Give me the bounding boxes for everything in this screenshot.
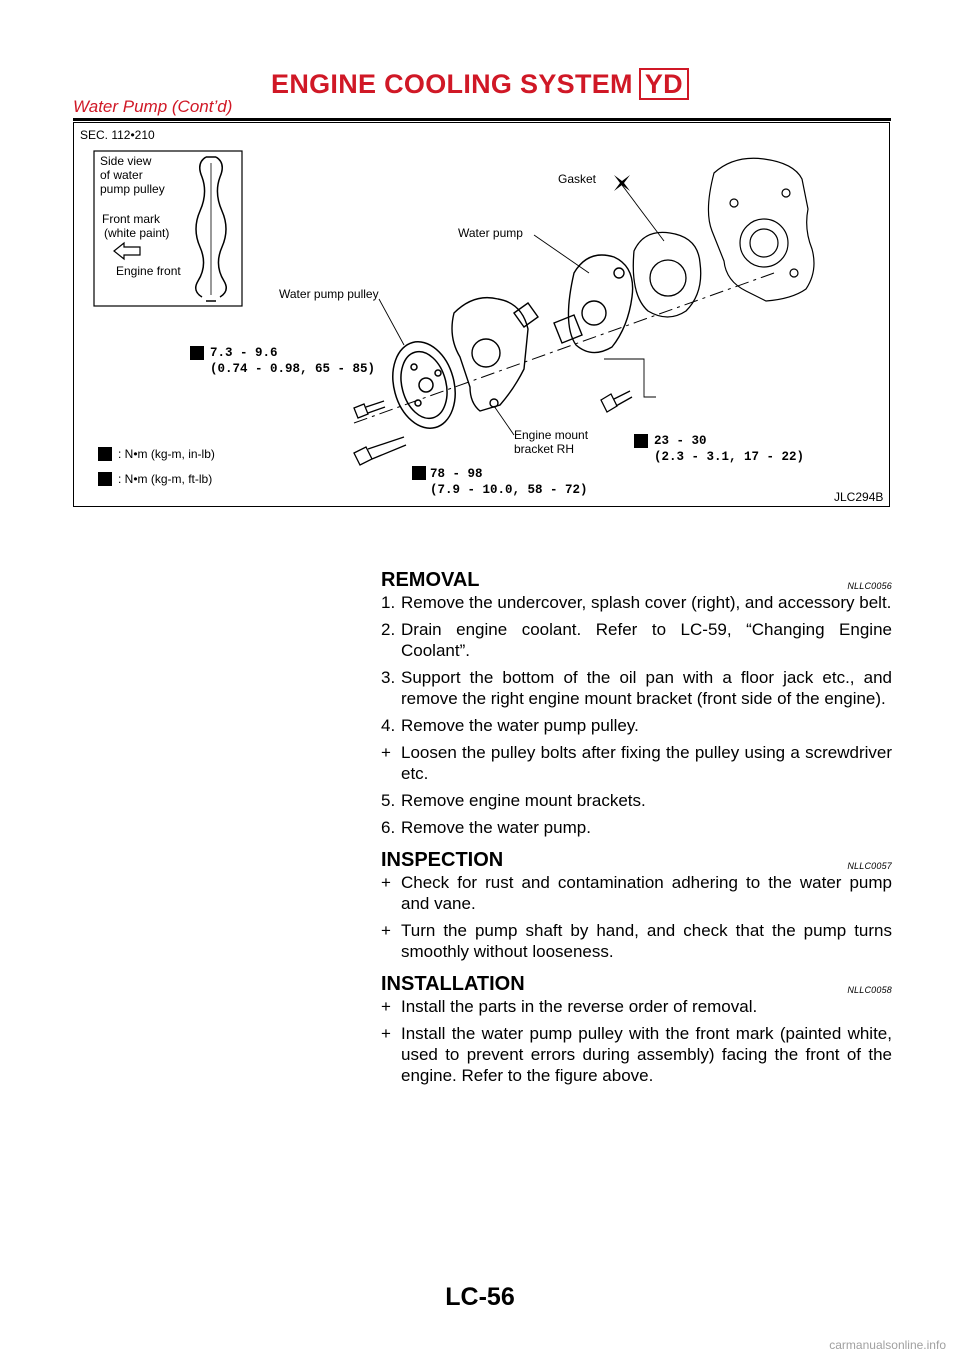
- page-header-title: [0, 68, 960, 100]
- inset-label-1: Side view: [100, 154, 152, 168]
- front-mark-label-2: (white paint): [104, 226, 170, 240]
- inset-label-3: pump pulley: [100, 182, 165, 196]
- legend-inlb-icon: [98, 447, 112, 461]
- item-text: Install the parts in the reverse order of removal.: [401, 997, 758, 1016]
- item-marker: 6.: [381, 818, 396, 837]
- section-installation: [381, 972, 892, 1086]
- bracket-short-bolt-icon: [601, 391, 632, 412]
- torque-2-value: 23 - 30: [654, 434, 707, 448]
- section-heading-text: REMOVAL: [381, 569, 480, 591]
- water-pump-pulley-icon: [384, 335, 465, 436]
- list-item: [381, 742, 892, 784]
- item-text: Drain engine coolant. Refer to LC-59, “Changing Engine Coolant”.: [401, 620, 892, 660]
- torque-ftlb-icon-2: [412, 466, 426, 480]
- exploded-view-drawing: [74, 123, 890, 507]
- list-item: [381, 1023, 892, 1086]
- item-text: Loosen the pulley bolts after fixing the pulley using a screwdriver etc.: [401, 743, 892, 783]
- bracket-long-bolt-icon: [354, 437, 406, 465]
- torque-1-converted: (0.74 - 0.98, 65 - 85): [210, 362, 376, 376]
- engine-block-icon: [708, 158, 814, 301]
- item-marker: 2.: [381, 620, 396, 639]
- header-divider: [73, 118, 891, 121]
- sec-number: SEC. 112•210: [80, 128, 155, 142]
- torque-1-value: 7.3 - 9.6: [210, 346, 278, 360]
- legend-ftlb: : N•m (kg-m, ft-lb): [118, 472, 213, 486]
- gasket-callout: Gasket: [558, 172, 597, 186]
- item-marker: +: [381, 921, 391, 940]
- item-marker: +: [381, 743, 391, 762]
- list-item: [381, 619, 892, 661]
- pulley-side-view-icon: [196, 157, 227, 301]
- item-marker: 3.: [381, 668, 396, 687]
- section-code: NLLC0056: [847, 581, 892, 591]
- torque-3-value: 78 - 98: [430, 467, 483, 481]
- page-number: LC-56: [445, 1283, 515, 1311]
- torque-2-converted: (2.3 - 3.1, 17 - 22): [654, 450, 805, 464]
- engine-front-label: Engine front: [116, 264, 181, 278]
- page-subtitle: Water Pump (Cont’d): [73, 97, 233, 116]
- figure-id: JLC294B: [834, 490, 884, 504]
- engine-code-badge: YD: [639, 68, 689, 100]
- item-text: Remove engine mount brackets.: [401, 791, 646, 810]
- item-text: Remove the undercover, splash cover (right), and accessory belt.: [401, 593, 892, 612]
- item-text: Support the bottom of the oil pan with a floor jack etc., and remove the right engine mount bracket (front side of the engine).: [401, 668, 892, 708]
- engine-mount-bracket-icon: [452, 298, 538, 411]
- list-item: [381, 872, 892, 914]
- pulley-callout: Water pump pulley: [279, 287, 379, 301]
- torque-inlb-icon: [190, 346, 204, 360]
- water-pump-leader: [534, 235, 589, 273]
- item-marker: 4.: [381, 716, 396, 735]
- list-item: [381, 790, 892, 811]
- item-marker: +: [381, 1024, 391, 1043]
- item-marker: +: [381, 997, 391, 1016]
- section-code: NLLC0058: [847, 985, 892, 995]
- item-marker: +: [381, 873, 391, 892]
- list-item: [381, 817, 892, 838]
- gasket-leader: [622, 185, 664, 241]
- item-marker: 5.: [381, 791, 396, 810]
- torque-ftlb-icon: [634, 434, 648, 448]
- procedure-content: [381, 568, 892, 1096]
- section-code: NLLC0057: [847, 861, 892, 871]
- item-marker: 1.: [381, 593, 396, 612]
- section-heading: [381, 848, 892, 872]
- section-heading-text: INSTALLATION: [381, 973, 525, 995]
- gasket-icon: [633, 232, 700, 317]
- section-heading: [381, 568, 892, 592]
- item-text: Remove the water pump.: [401, 818, 591, 837]
- bracket-callout-1: Engine mount: [514, 428, 589, 442]
- legend-inlb: : N•m (kg-m, in-lb): [118, 447, 215, 461]
- item-text: Turn the pump shaft by hand, and check that the pump turns smoothly without looseness.: [401, 921, 892, 961]
- list-item: [381, 667, 892, 709]
- list-item: [381, 592, 892, 613]
- list-item: [381, 920, 892, 962]
- section-title: ENGINE COOLING SYSTEM: [271, 69, 633, 99]
- exploded-view-figure: [73, 122, 890, 507]
- list-item: [381, 715, 892, 736]
- section-removal: [381, 568, 892, 838]
- section-heading: [381, 972, 892, 996]
- watermark: carmanualsonline.info: [829, 1338, 946, 1352]
- list-item: [381, 996, 892, 1017]
- pulley-bolt-icon: [354, 401, 385, 418]
- legend-ftlb-icon: [98, 472, 112, 486]
- section-inspection: [381, 848, 892, 962]
- front-mark-label-1: Front mark: [102, 212, 161, 226]
- bracket-leader: [494, 406, 514, 435]
- bracket-callout-2: bracket RH: [514, 442, 575, 456]
- inset-label-2: of water: [100, 168, 143, 182]
- section-heading-text: INSPECTION: [381, 849, 504, 871]
- item-text: Install the water pump pulley with the front mark (painted white, used to prevent errors during assembly) facing the front of the engine. Refer to the figure above.: [401, 1024, 892, 1085]
- item-text: Check for rust and contamination adhering to the water pump and vane.: [401, 873, 892, 913]
- torque-3-converted: (7.9 - 10.0, 58 - 72): [430, 483, 588, 497]
- water-pump-callout: Water pump: [458, 226, 523, 240]
- arrow-left-icon: [114, 243, 140, 259]
- item-text: Remove the water pump pulley.: [401, 716, 639, 735]
- pulley-leader: [379, 299, 404, 345]
- replace-gasket-icon: [614, 175, 630, 191]
